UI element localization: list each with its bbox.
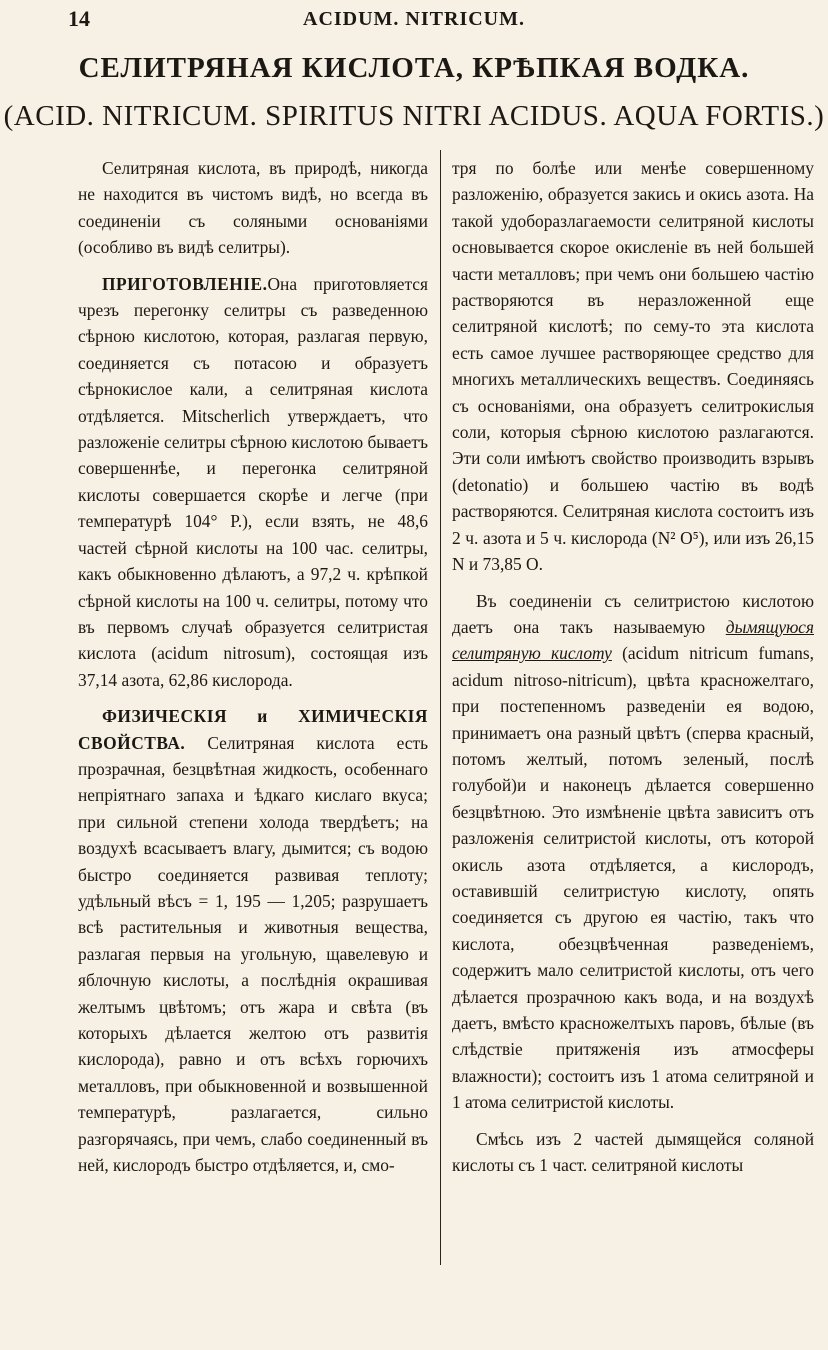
column-divider: [440, 150, 441, 1265]
paragraph-preparation: [78, 271, 428, 694]
properties-text: Селитряная кислота есть прозрачная, безцвѣтная жидкость, особеннаго непріятнаго запаха и ѣдкаго кислаго вкуса; при сильной степени холода твердѣетъ; на воздухѣ всасываетъ влагу, дымится; съ водою быстро соединяется развивая теплоту; удѣльный вѣсъ = 1, 195 — 1,205; разрушаетъ всѣ растительныя и животныя вещества, разлагая первыя на угольную, щавелевую и яблочную кислоты, а послѣднія окрашивая желтымъ цвѣтомъ; отъ жара и свѣта (въ которыхъ дѣлается желтою отъ развитія кислорода), равно и отъ всѣхъ горючихъ металловъ, при обыкновенной и возвышенной температурѣ, разлагается, сильно разгорячаясь, при чемъ, слабо соединенный въ ней, кислородъ быстро отдѣляется, и, смо-: [78, 732, 428, 1176]
running-header: ACIDUM. NITRICUM.: [303, 8, 525, 30]
right-column: [452, 155, 814, 1178]
section-heading-properties: ФИЗИЧЕСКІЯ и ХИМИЧЕСКІЯ СВОЙСТВА.: [78, 706, 428, 753]
article-title: СЕЛИТРЯНАЯ КИСЛОТА, КРѢПКАЯ ВОДКА.: [78, 52, 750, 84]
paragraph-properties: [78, 703, 428, 1178]
section-heading-preparation: ПРИГОТОВЛЕНІЕ.: [102, 273, 268, 294]
left-column: [78, 155, 428, 1178]
paragraph-decomposition: тря по болѣе или менѣе совершенному разложенію, образуется закись и окись азота. На такой удобоpазлагаемости селитряной кислоты основывается скорое окисленіе въ ней большей части металловъ; при чемъ они большею частію растворяются въ неразложенной еще селитряной кислотѣ; по сему-то эта кислота есть самое лучшее растворяющее средство для многихъ металлическихъ веществъ. Соединяясь съ основаніями, она образуетъ селитрокислыя соли, которыя сѣрною кислотою разлагаются. Эти соли имѣютъ свойство производить взрывъ (detonatio) и большею частію въ водѣ растворяются. Селитряная кислота состоитъ изъ 2 ч. азота и 5 ч. кислорода (N² O⁵), или изъ 26,15 N и 73,85 O.: [452, 158, 814, 575]
preparation-text: Она приготовляется чрезъ перегонку селитры съ разведенною сѣрною кислотою, которая, разлагая первую, соединяется съ потасою и образуетъ сѣрнокислое кали, а селитряная кислота отдѣляется. Mitscherlich утверждаетъ, что разложеніе селитры сѣрною кислотою бываетъ совершеннѣе, и перегонка селитряной кислоты совершается скорѣе и легче (при температурѣ 104° Р.), если взять, не 48,6 частей сѣрной кислоты на 100 час. селитры, какъ обыкновенно дѣлаютъ, а 97,2 ч. крѣпкой сѣрной кислоты на 100 ч. селитры, потому что въ первомъ случаѣ образуется селитристая кислота (acidum nitrosum), состоящая изъ 37,14 азота, 62,86 кислорода.: [78, 273, 428, 690]
fuming-acid-intro: Въ соединеніи съ селитристою кислотою даетъ она такъ называемую: [452, 590, 814, 637]
article-latin-title: (ACID. NITRICUM. SPIRITUS NITRI ACIDUS. AQUA FORTIS.): [3, 100, 825, 132]
paragraph-mixture: Смѣсь изъ 2 частей дымящейся соляной кислоты съ 1 част. селитряной кислоты: [452, 1128, 814, 1176]
paragraph-fuming-acid: [452, 588, 814, 1116]
paragraph-occurrence: Селитряная кислота, въ природѣ, никогда не находится въ чистомъ видѣ, но всегда въ соединеніи съ соляными основаніями (особливо въ видѣ селитры).: [78, 158, 428, 258]
fuming-acid-term: дымящуюся селитряную кислоту: [452, 616, 814, 664]
fuming-acid-text: (acidum nitricum fumans, acidum nitroso-nitricum), цвѣта красножелтаго, при постепенномъ разведеніи ея водою, принимаетъ она разный цвѣтъ (сперва красный, потомъ желтый, потомъ зеленый, послѣ голубой)и и наконецъ дѣлается совершенно безцвѣтною. Это измѣненіе цвѣта зависитъ отъ разложенія селитристой кислоты, отъ которой окисль азота отдѣляется, а кислородъ, оставившій селитристую кислоту, опять соединяется съ другою ея частію, такъ что кислота, обезцвѣченная разведеніемъ, содержитъ мало селитристой кислоты, отъ чего дѣлается прозрачною какъ вода, и на воздухѣ даетъ, вмѣсто красножелтыхъ паровъ, бѣлые (въ слѣдствіе притяженія изъ атмосферы влажности); состоитъ изъ 1 атома селитряной и 1 атома селитристой кислоты.: [452, 643, 814, 1113]
page-number: 14: [68, 6, 90, 31]
